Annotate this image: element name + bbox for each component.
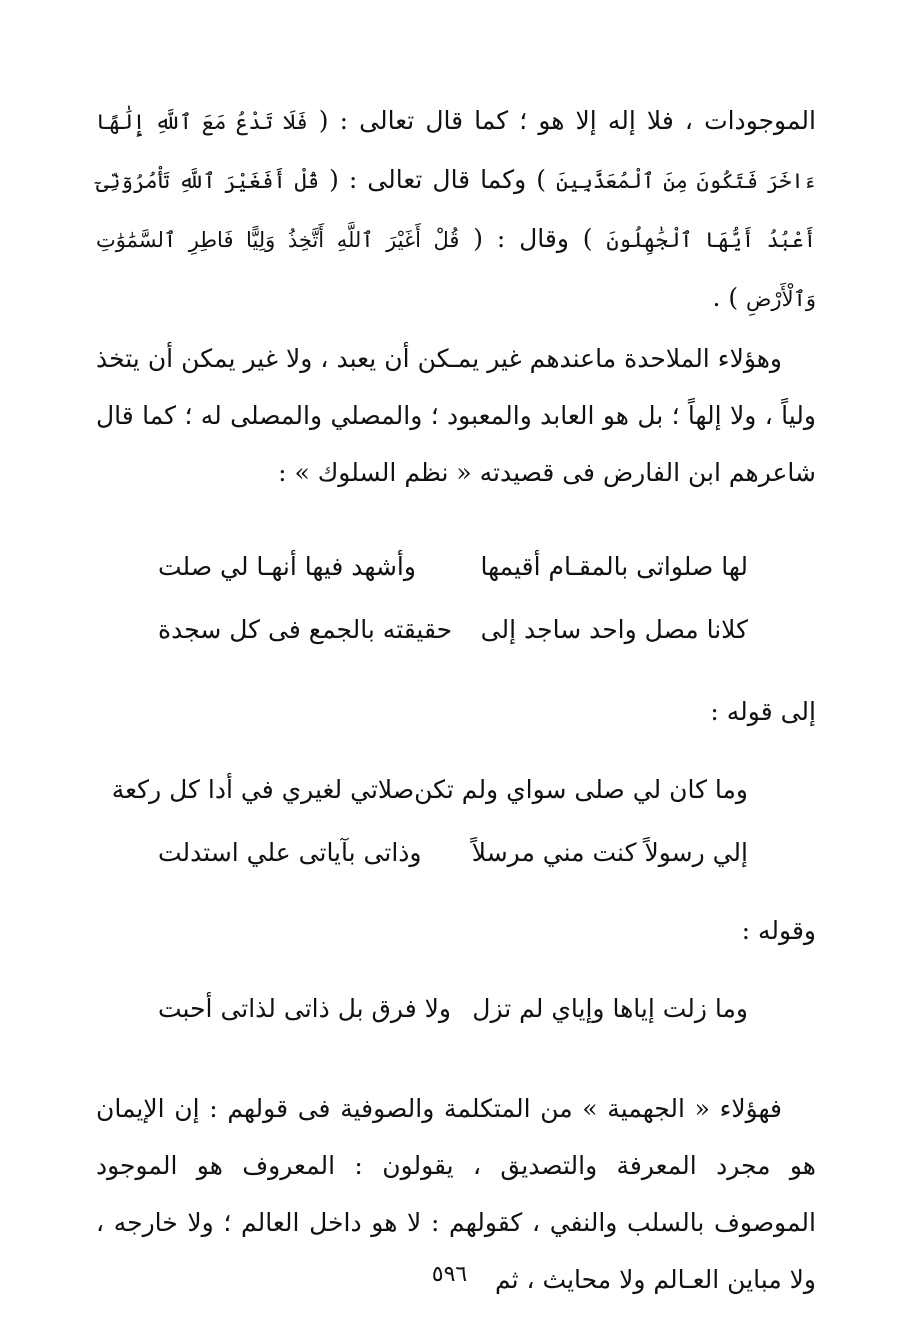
verse-first-hemistich: إلي رسولاً كنت مني مرسلاً [471, 838, 748, 867]
page-number: ٥٩٦ [431, 1262, 468, 1287]
poem-block [96, 977, 816, 1040]
quran-verse: قُلْ أَفَغَيْرَ ٱللَّهِ تَأْمُرُوٓنِّىٓ أَعْبُدُ أَيُّهَا ٱلْجَٰهِلُونَ [96, 169, 817, 252]
paragraph-quran-citations [96, 92, 816, 328]
poem-verse [158, 821, 748, 884]
verse-second-hemistich: وذاتى بآياتى علي استدلت [158, 838, 422, 867]
paragraph-jahmiyya: فهؤلاء « الجهمية » من المتكلمة والصوفية فى قولهم : إن الإيمان هو مجرد المعرفة والتصديق ، يقولون : المعروف هو الموجود الموصوف بالسلب والنفي ، كقولهم : لا هو داخل العالم ؛ ولا خارجه ، ولا مباين العـالم ولا محايث ، ثم [96, 1094, 816, 1294]
lead-in-text: إلى قوله : [710, 697, 816, 726]
poem-verse [158, 598, 748, 661]
paragraph-text: ) وقال : ( [459, 224, 607, 253]
verse-second-hemistich: حقيقته بالجمع فى كل سجدة [158, 615, 453, 644]
verse-second-hemistich: ولا فرق بل ذاتى لذاتى أحبت [158, 994, 451, 1023]
page-body [96, 92, 816, 1308]
poem-verse [158, 977, 748, 1040]
verse-first-hemistich: وما كان لي صلى سواي ولم تكن [414, 775, 748, 804]
paragraph-text: الموجودات ، فلا إله إلا هو ؛ كما قال تعالى : ( [307, 106, 816, 135]
poem-block [96, 535, 816, 661]
quran-verse: قُلْ أَغَيْرَ ٱللَّهِ أَتَّخِذُ وَلِيًّا فَاطِرِ ٱلسَّمَٰوَٰتِ وَٱلْأَرْضِ [96, 228, 816, 311]
verse-first-hemistich: لها صلواتى بالمقـام أقيمها [480, 552, 748, 581]
lead-in-text: وقوله : [741, 916, 816, 945]
paragraph-text: ) وكما قال تعالى : ( [319, 165, 556, 194]
poem-verse [111, 758, 748, 821]
paragraph-mulahida: وهؤلاء الملاحدة ماعندهم غير يمـكن أن يعبد ، ولا غير يمكن أن يتخذ ولياً ، ولا إلهاً ؛ بل هو العابد والمعبود ؛ والمصلي والمصلى له ؛ كما قال شاعرهم ابن الفارض فى قصيدته « نظم السلوك » : [96, 344, 816, 487]
poem-block [96, 758, 816, 884]
verse-first-hemistich: كلانا مصل واحد ساجد إلى [480, 615, 748, 644]
poem-verse [158, 535, 748, 598]
quran-verse: فَلَا تَدْعُ مَعَ ٱللَّهِ إِلَٰهًا ءَاخَرَ فَتَكُونَ مِنَ ٱلْمُعَذَّبِينَ [96, 110, 816, 193]
paragraph-text: ) . [712, 283, 747, 312]
verse-first-hemistich: وما زلت إياها وإياي لم تزل [472, 994, 748, 1023]
verse-second-hemistich: صلاتي لغيري في أدا كل ركعة [111, 775, 415, 804]
verse-second-hemistich: وأشهد فيها أنهـا لي صلت [158, 552, 416, 581]
